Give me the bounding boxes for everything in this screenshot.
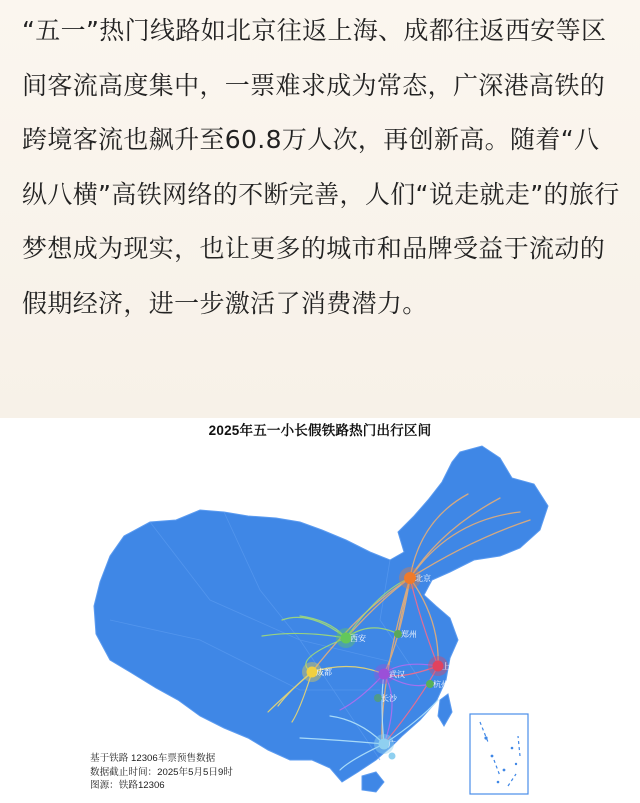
map-source-notes — [90, 752, 233, 793]
city-marker-hangzhou — [426, 679, 449, 689]
city-marker-shenzhen — [389, 751, 412, 761]
map-title: 2025年五一小长假铁路热门出行区间 — [208, 423, 432, 438]
city-label-shenzhen: 深圳 — [395, 752, 411, 761]
article-paragraph: “五一”热门线路如北京往返上海、成都往返西安等区间客流高度集中，一票难求成为常态，广深港高铁的跨境客流也飙升至60.8万人次，再创新高。随着“八纵八横”高铁网络的不断完善，人们“说走就走”的旅行梦想成为现实，也让更多的城市和品牌受益于流动的假期经济，进一步激活了消费潜力。 — [22, 16, 620, 318]
city-label-changsha: 长沙 — [381, 694, 397, 703]
city-label-chengdu: 成都 — [316, 668, 332, 677]
taiwan-island — [438, 694, 452, 726]
city-marker-shanghai — [428, 656, 458, 676]
note-data-basis: 基于铁路 12306车票预售数据 — [90, 753, 216, 764]
city-marker-changsha — [374, 693, 398, 703]
city-label-beijing: 北京 — [415, 574, 431, 583]
hainan-island — [362, 772, 384, 792]
city-label-hangzhou: 杭州 — [433, 680, 449, 689]
city-label-shanghai: 上海 — [442, 662, 458, 671]
city-label-wuhan: 武汉 — [389, 670, 405, 679]
city-label-xian: 西安 — [350, 634, 366, 643]
city-label-guangzhou: 广州 — [388, 740, 404, 749]
city-label-zhengzhou: 郑州 — [401, 630, 417, 639]
note-data-cutoff: 数据截止时间：2025年5月5日9时 — [90, 766, 233, 778]
city-marker-zhengzhou — [394, 629, 417, 639]
note-image-source: 图源：铁路12306 — [90, 780, 165, 792]
